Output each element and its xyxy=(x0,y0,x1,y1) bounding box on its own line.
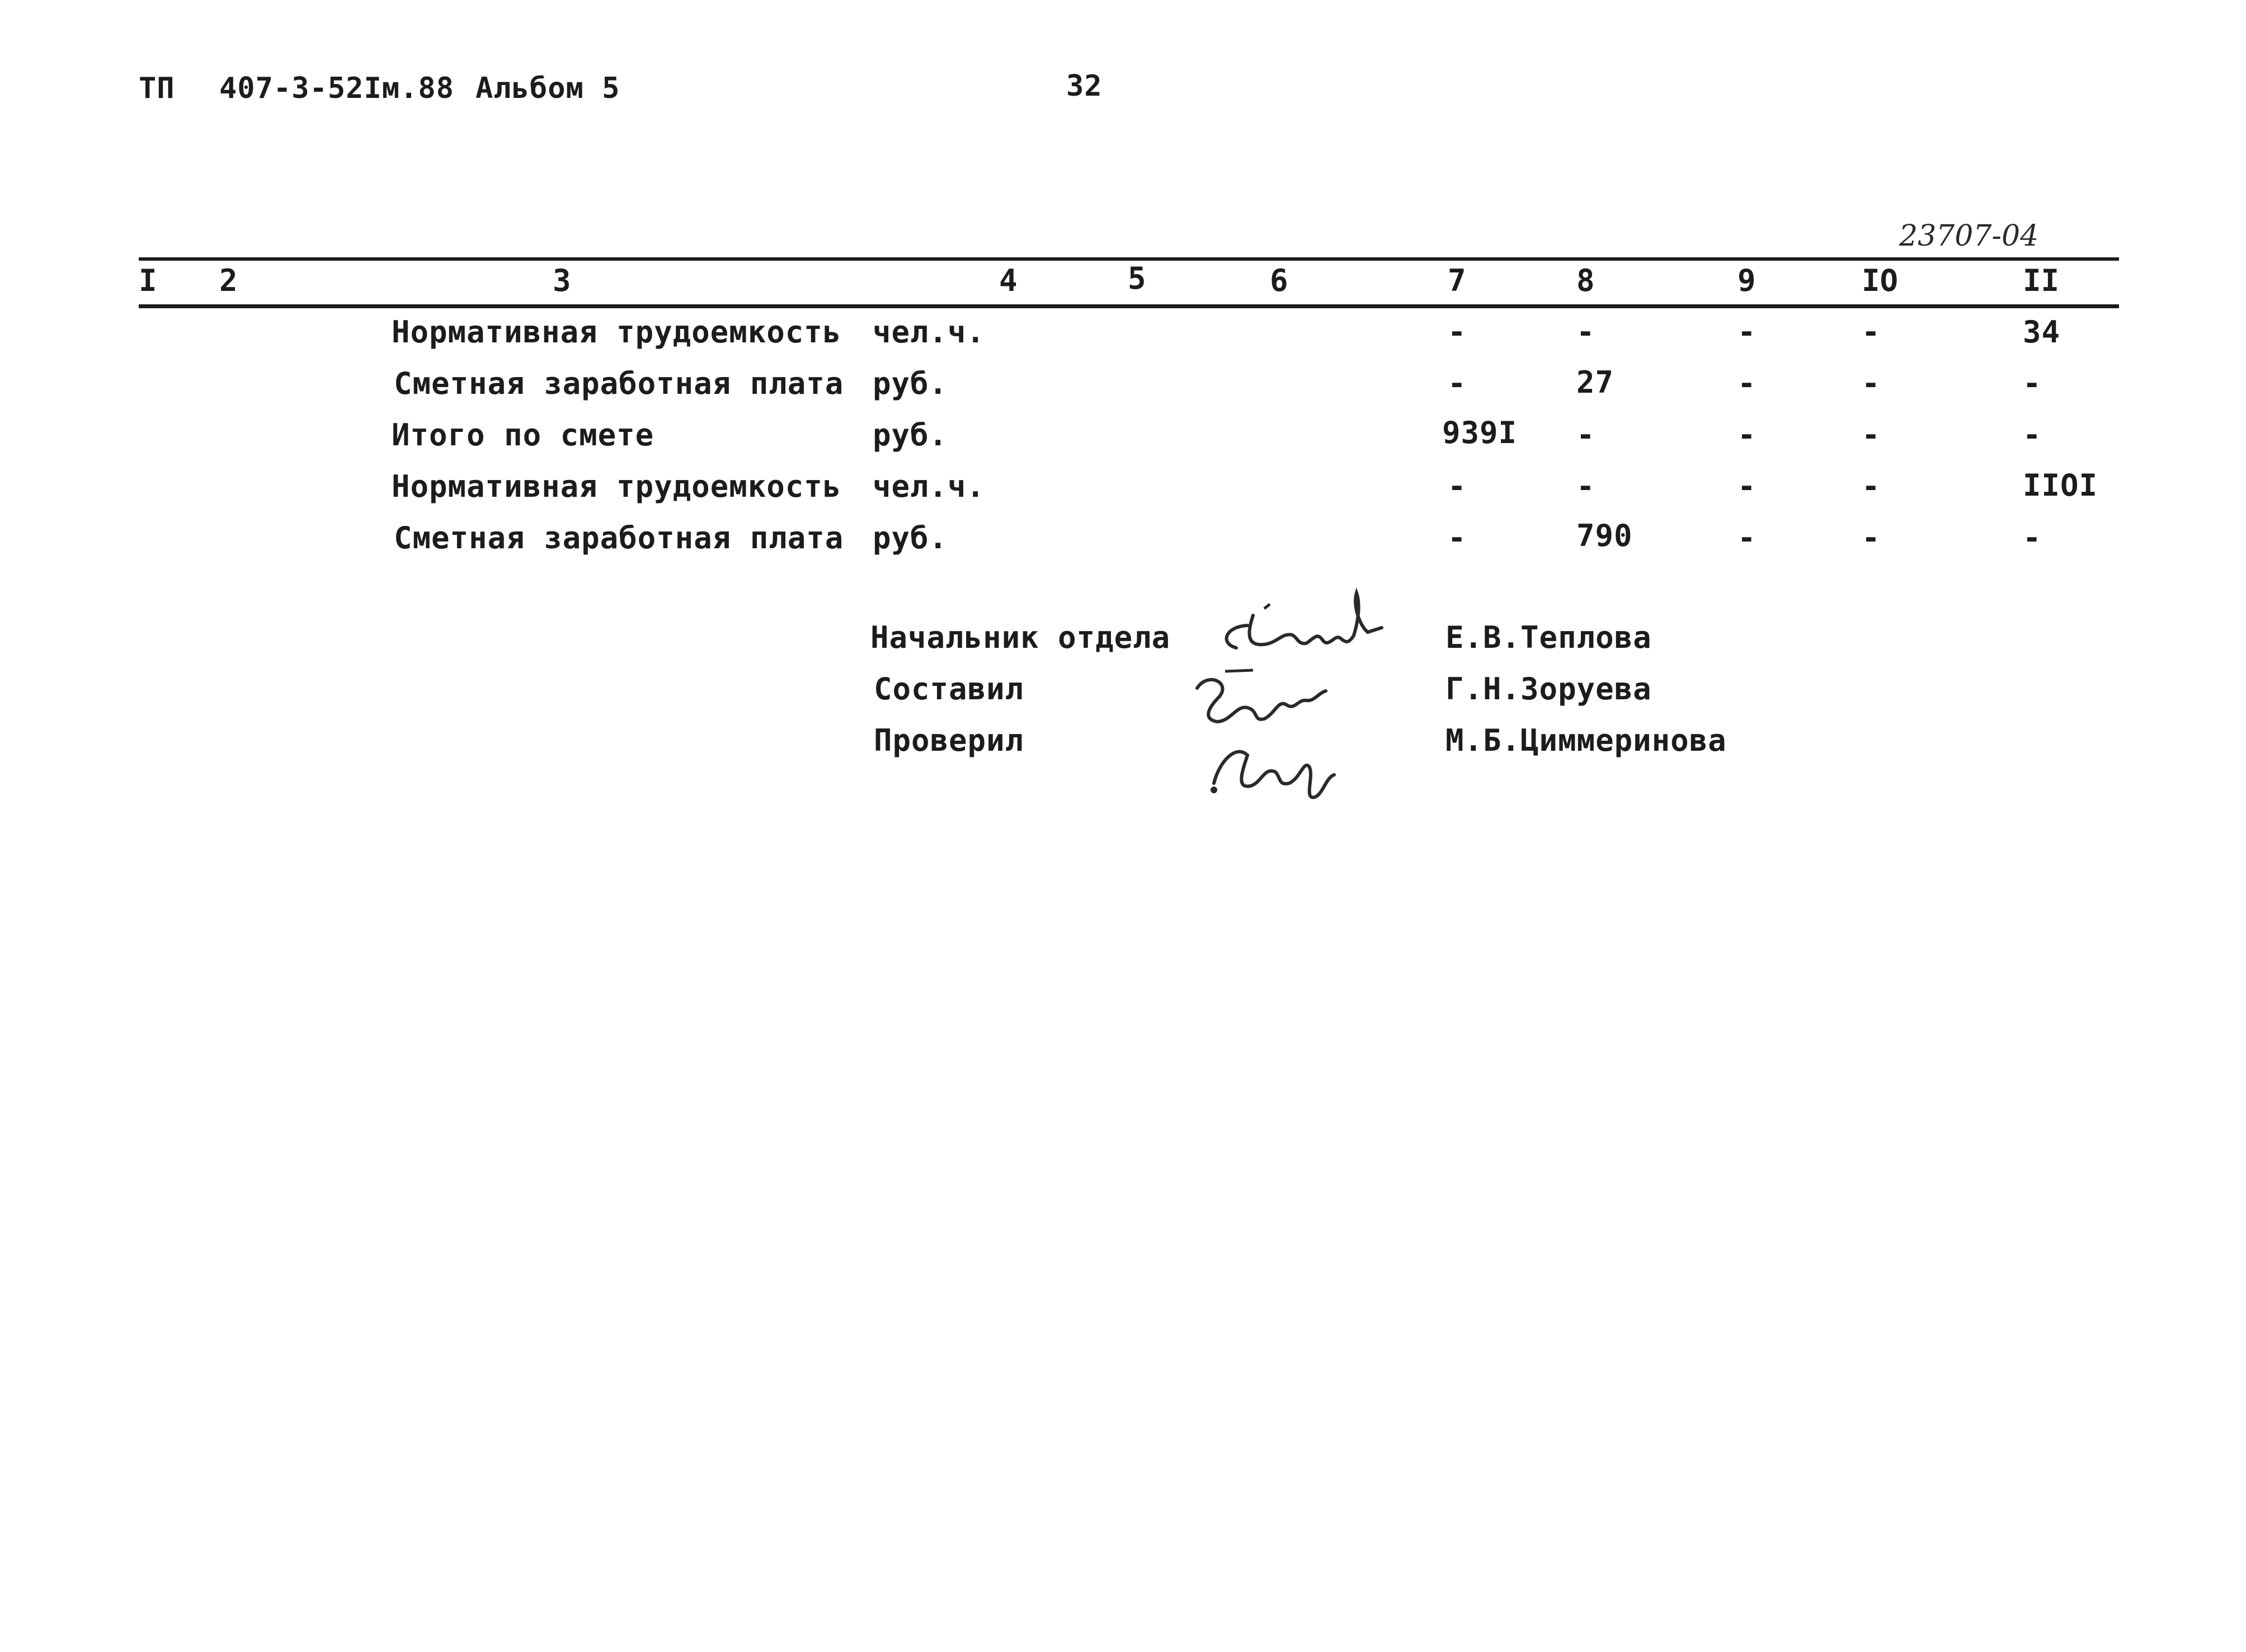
handwritten-doc-number: 23707-04 xyxy=(1899,219,2039,253)
signature-name-3: М.Б.Циммеринова xyxy=(1445,723,1727,758)
row-4-col11: IIOI xyxy=(2023,468,2098,503)
column-number-7: 7 xyxy=(1448,263,1466,298)
column-number-1: I xyxy=(139,263,157,298)
signature-role-1: Начальник отдела xyxy=(870,620,1171,655)
row-1-col11: 34 xyxy=(2023,314,2061,350)
row-5-col10: - xyxy=(1862,520,1880,556)
row-4-col10: - xyxy=(1862,469,1880,504)
row-3-name: Итого по смете xyxy=(392,417,655,453)
column-number-8: 8 xyxy=(1576,263,1595,298)
column-number-9: 9 xyxy=(1738,263,1756,298)
row-3-unit: руб. xyxy=(873,417,948,453)
album-label: Альбом 5 xyxy=(475,72,620,105)
row-5-col11: - xyxy=(2023,520,2041,556)
row-2-col11: - xyxy=(2023,366,2041,401)
row-5-col9: - xyxy=(1738,520,1756,556)
signature-role-2: Составил xyxy=(874,671,1024,707)
row-2-col7: - xyxy=(1448,366,1466,401)
row-2-name: Сметная заработная плата xyxy=(394,366,844,401)
row-3-col10: - xyxy=(1862,417,1880,453)
row-3-col9: - xyxy=(1738,417,1756,453)
row-2-col10: - xyxy=(1862,366,1880,401)
row-1-unit: чел.ч. xyxy=(873,314,986,350)
row-4-col9: - xyxy=(1738,469,1756,504)
row-1-col10: - xyxy=(1862,314,1880,350)
table-header-rule xyxy=(139,304,2119,308)
page-number: 32 xyxy=(1066,69,1103,103)
column-number-3: 3 xyxy=(553,263,571,298)
column-number-5: 5 xyxy=(1128,261,1146,296)
row-1-col7: - xyxy=(1448,314,1466,350)
row-2-col9: - xyxy=(1738,366,1756,401)
column-number-11: II xyxy=(2023,263,2060,298)
column-number-2: 2 xyxy=(219,263,238,298)
handwritten-signature-1 xyxy=(1214,582,1415,671)
row-4-col7: - xyxy=(1448,469,1466,504)
row-2-unit: руб. xyxy=(873,366,948,401)
column-number-4: 4 xyxy=(999,263,1018,298)
signature-name-1: Е.В.Теплова xyxy=(1445,620,1652,655)
row-5-col8: 790 xyxy=(1576,518,1633,553)
signature-name-2: Г.Н.Зоруева xyxy=(1445,671,1652,707)
row-5-name: Сметная заработная плата xyxy=(394,520,844,556)
row-1-col9: - xyxy=(1738,314,1756,350)
row-5-unit: руб. xyxy=(873,520,948,556)
doc-series: ТП xyxy=(139,72,175,105)
row-1-name: Нормативная трудоемкость xyxy=(392,314,842,350)
row-5-col7: - xyxy=(1448,520,1466,556)
handwritten-signature-3 xyxy=(1197,722,1365,806)
doc-code: 407-3-52Iм.88 xyxy=(219,72,454,105)
row-4-unit: чел.ч. xyxy=(873,469,986,504)
row-4-col8: - xyxy=(1576,469,1595,504)
column-number-6: 6 xyxy=(1270,263,1288,298)
row-3-col11: - xyxy=(2023,417,2041,453)
row-3-col8: - xyxy=(1576,417,1595,453)
row-2-col8: 27 xyxy=(1576,365,1614,400)
column-number-10: IO xyxy=(1862,263,1899,298)
signature-role-3: Проверил xyxy=(874,723,1024,758)
row-3-col7: 939I xyxy=(1442,415,1518,450)
row-4-name: Нормативная трудоемкость xyxy=(392,469,842,504)
row-1-col8: - xyxy=(1576,314,1595,350)
